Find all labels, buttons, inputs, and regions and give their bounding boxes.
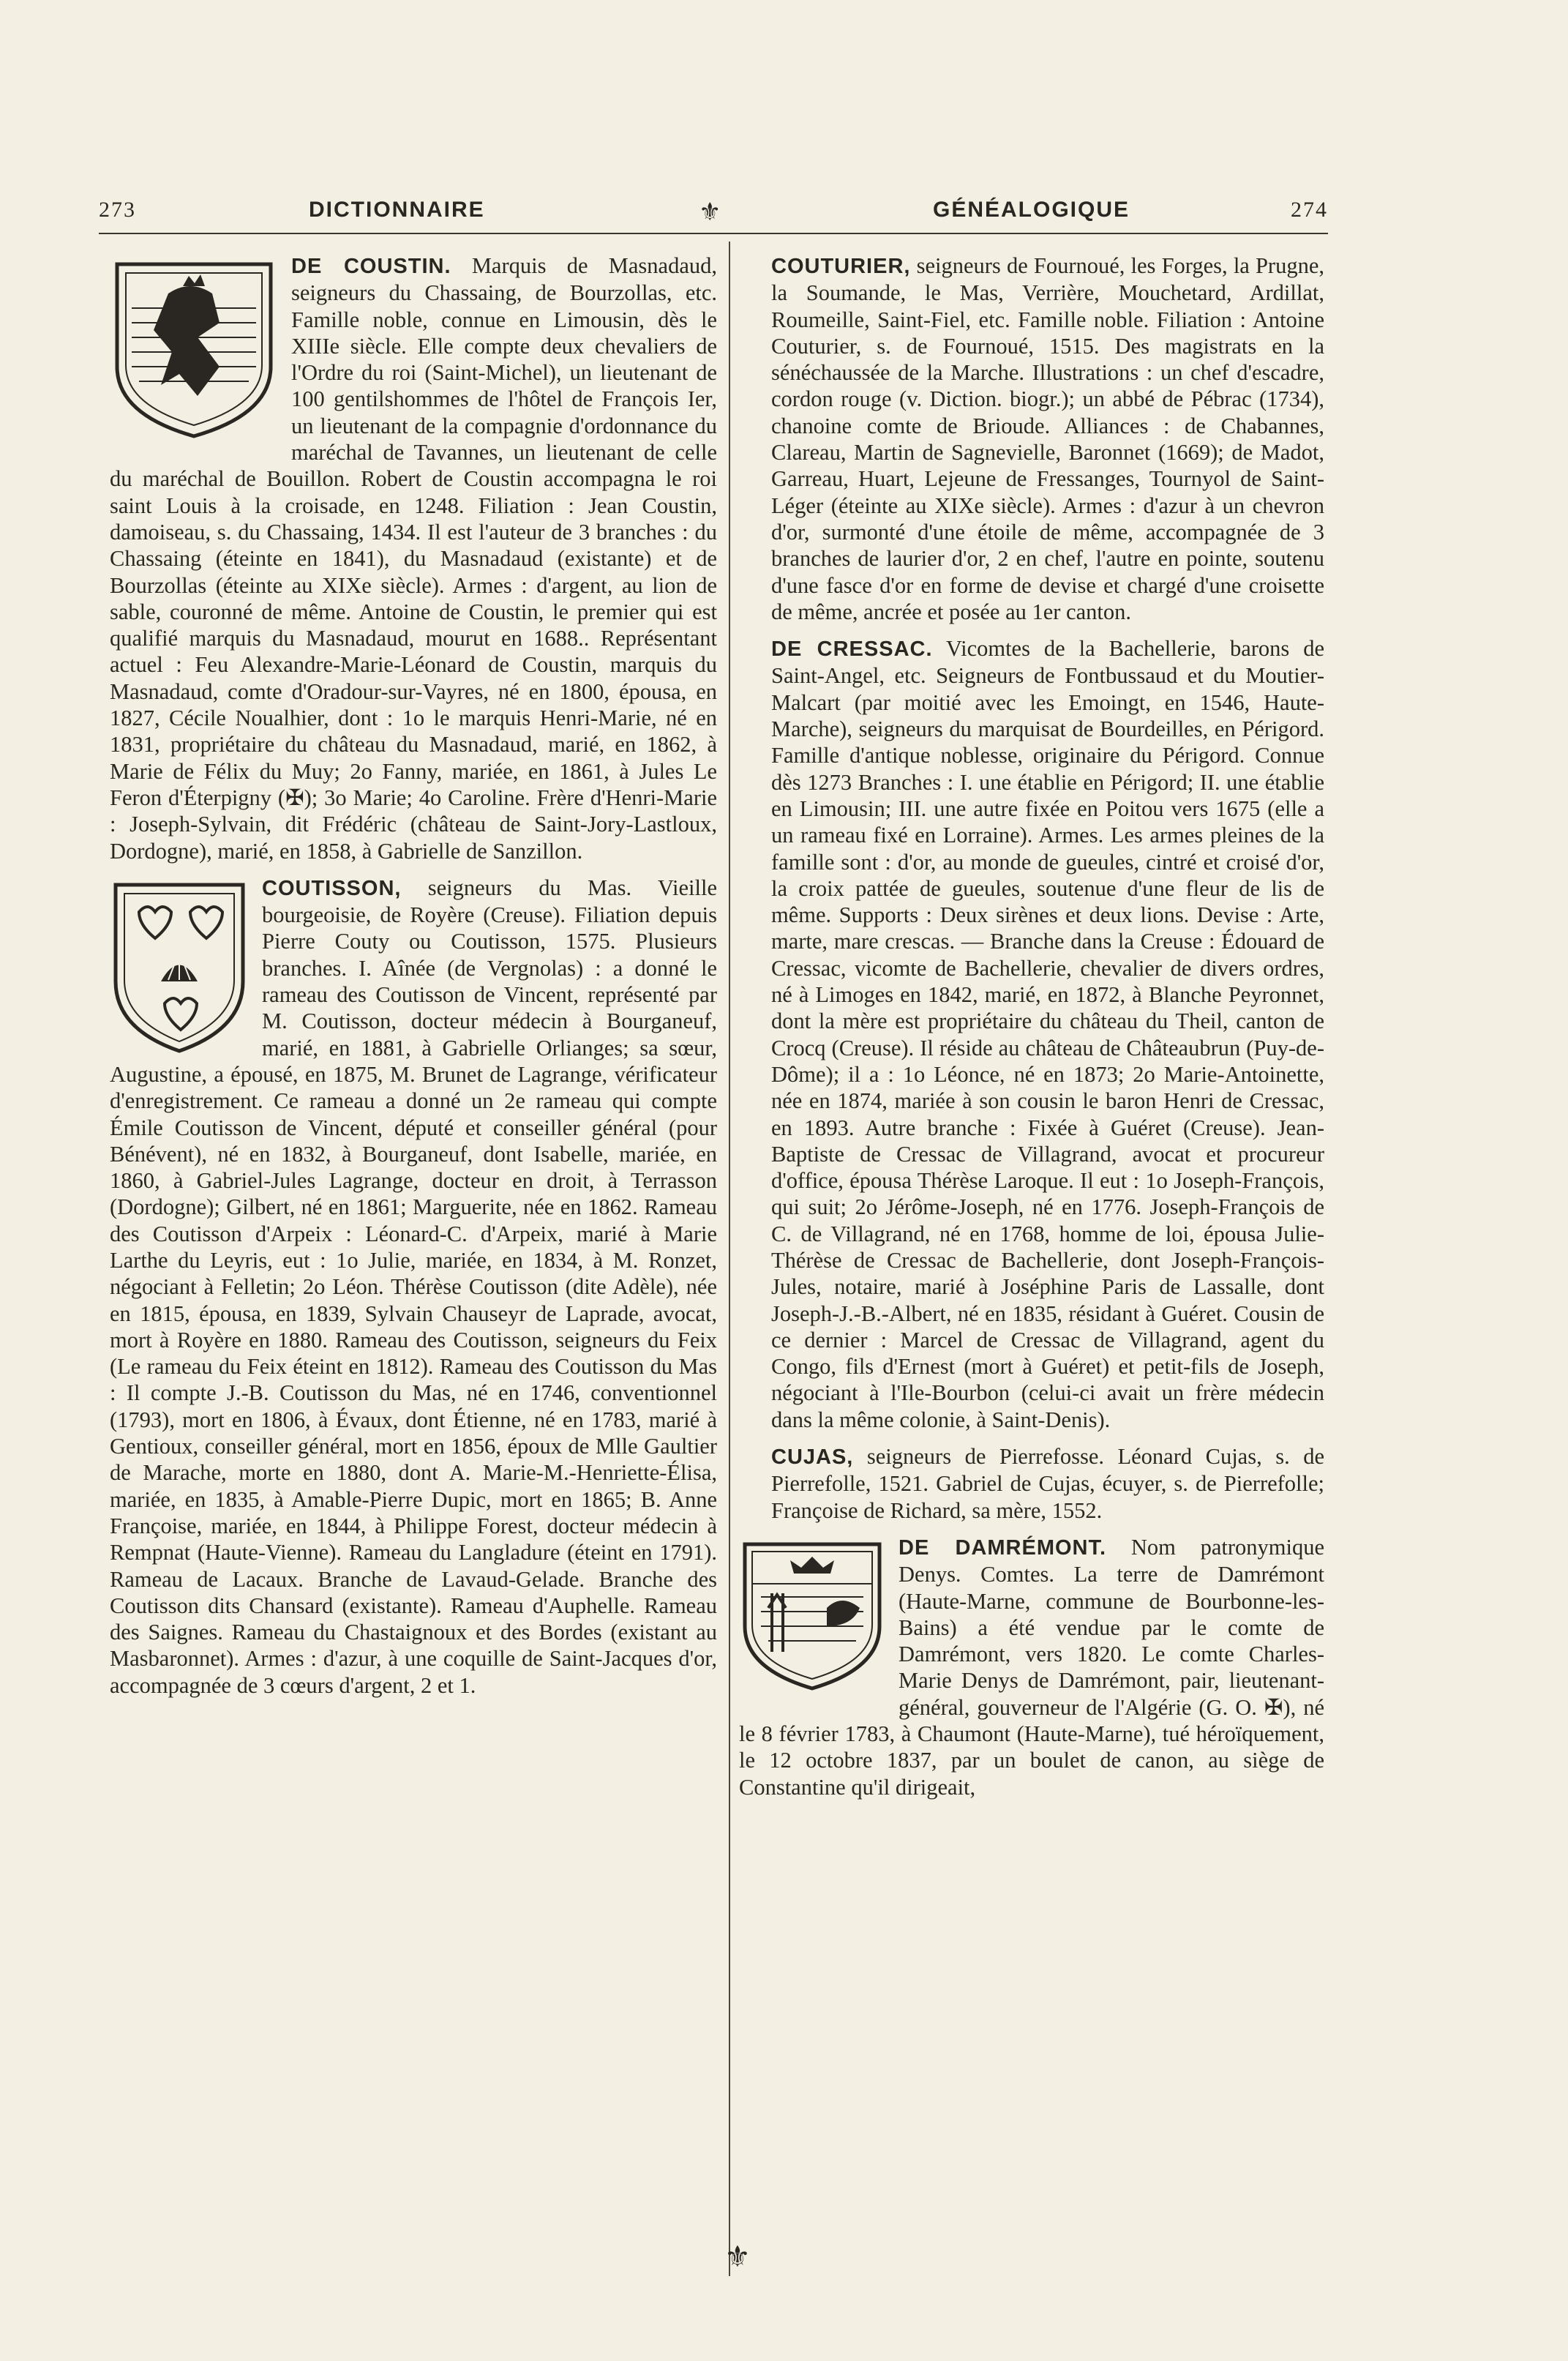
entry-name-cujas: CUJAS, bbox=[771, 1445, 854, 1470]
entry-coustin bbox=[110, 252, 717, 864]
shell-and-hearts-shield-icon bbox=[110, 879, 249, 1055]
entry-text-damremont: Nom patronymique Denys. Comtes. La terre de Damrémont (Haute-Marne, commune de Bourbonne-les-Bains) a été vendue par le comte de Damrémont, vers 1820. Le comte Charles-Marie Denys de Damrémont, pair, lieutenant-général, gouverneur de l'Algérie (G. O. ✠), né le 8 février 1783, à Chaumont (Haute-Marne), tué héroïquement, le 12 octobre 1837, par un boulet de canon, au siège de Constantine qu'il dirigeait, bbox=[739, 1534, 1325, 1800]
entry-text-couturier: seigneurs de Fournoué, les Forges, la Prugne, la Soumande, le Mas, Verrière, Mouchetard, Ardillat, Roumeille, Saint-Fiel, etc. Famille noble. Filiation : Antoine Couturier, s. de Fournoué, 1515. Des magistrats en la sénéchaussée de la Marche. Illustrations : un chef d'escadre, cordon rouge (v. Diction. biogr.); un abbé de Pébrac (1734), chanoine comte de Brioude. Alliances : de Chabannes, Clareau, Martin de Sagnevielle, Baronnet (1669); de Madot, Garreau, Huart, Lejeune de Fressanges, Tournyol de Saint-Léger (éteinte au XIXe siècle). Armes : d'azur à un chevron d'or, surmonté d'une étoile de même, accompagnée de 3 branches de laurier d'or, 2 en chef, l'autre en pointe, soutenu d'une fasce d'or en forme de devise et chargé d'une croisette de même, ancrée et posée au 1er canton. bbox=[771, 253, 1325, 624]
right-running-title: GÉNÉALOGIQUE bbox=[933, 198, 1130, 222]
entry-cujas bbox=[739, 1443, 1324, 1524]
entry-name-cressac: DE CRESSAC. bbox=[771, 637, 933, 662]
page-header bbox=[99, 198, 1328, 233]
header-rule bbox=[99, 233, 1328, 234]
right-page-number: 274 bbox=[1291, 198, 1328, 222]
entry-text-cujas: seigneurs de Pierrefosse. Léonard Cujas, s. de Pierrefolle, 1521. Gabriel de Cujas, écuyer, s. de Pierrefolle; Françoise de Richard, sa mère, 1552. bbox=[771, 1444, 1325, 1523]
left-column bbox=[110, 252, 717, 1709]
entry-cressac bbox=[739, 635, 1324, 1433]
crown-and-arms-shield-icon bbox=[739, 1538, 885, 1692]
column-divider bbox=[729, 242, 730, 2276]
entry-name-coustin: DE COUSTIN. bbox=[291, 255, 451, 278]
entry-name-couturier: COUTURIER, bbox=[771, 255, 911, 278]
entry-text-cressac: Vicomtes de la Bachellerie, barons de Saint-Angel, etc. Seigneurs de Fontbussaud et du Moutier-Malcart (par moitié avec les Emoingt, en 1546, Haute-Marche), seigneurs du marquisat de Bourdeilles, en Périgord. Famille d'antique noblesse, originaire du Périgord. Connue dès 1273 Branches : I. une établie en Périgord; II. une établie en Limousin; III. une autre fixée en Poitou vers 1675 (elle a un rameau fixé en Lorraine). Armes. Les armes pleines de la famille sont : d'or, au monde de gueules, cintré et croisé d'or, la croix pattée de gueules, soutenue d'une fleur de lis de même. Supports : Deux sirènes et deux lions. Devise : Arte, marte, mare crescas. — Branche dans la Creuse : Édouard de Cressac, vicomte de Bachellerie, chevalier de divers ordres, né à Limoges en 1842, marié, en 1872, à Blanche Peyronnet, dont la mère est propriétaire du château du Theil, canton de Crocq (Creuse). Il réside au château de Châteaubrun (Puy-de-Dôme); il a : 1o Léonce, né en 1873; 2o Marie-Antoinette, née en 1874, mariée à son cousin le baron Henri de Cressac, en 1893. Autre branche : Fixée à Guéret (Creuse). Jean-Baptiste de Cressac de Villagrand, avocat et procureur d'office, épousa Thérèse Laroque. Il eut : 1o Joseph-François, qui suit; 2o Jérôme-Joseph, né en 1776. Joseph-François de C. de Villagrand, né en 1768, homme de loi, épousa Julie-Thérèse de Cressac de Bachellerie, dont Joseph-François-Jules, notaire, marié à Joséphine Paris de Lassalle, dont Joseph-J.-B.-Albert, né en 1835, résidant à Guéret. Cousin de ce dernier : Marcel de Cressac de Villagrand, agent du Congo, fils d'Ernest (mort à Guéret) et petit-fils de Joseph, négociant à l'Ile-Bourbon (celui-ci avait un frère médecin dans la même colonie, à Saint-Denis). bbox=[771, 636, 1325, 1432]
left-running-title: DICTIONNAIRE bbox=[309, 198, 485, 222]
entry-text-coustin: Marquis de Masnadaud, seigneurs du Chassaing, de Bourzollas, etc. Famille noble, connue en Limousin, dès le XIIIe siècle. Elle compte deux chevaliers de l'Ordre du roi (Saint-Michel), un lieutenant de 100 gentilshommes de l'hôtel de François Ier, un lieutenant de la compagnie d'ordonnance du maréchal de Tavannes, un lieutenant de celle du maréchal de Bouillon. Robert de Coustin accompagna le roi saint Louis à la croisade, en 1248. Filiation : Jean Coustin, damoiseau, s. du Chassaing, 1434. Il est l'auteur de 3 branches : du Chassaing (éteinte en 1841), du Masnadaud (existante) et de Bourzollas (éteinte au XIXe siècle). Armes : d'argent, au lion de sable, couronné de même. Antoine de Coustin, le premier qui est qualifié marquis du Masnadaud, mourut en 1688.. Représentant actuel : Feu Alexandre-Marie-Léonard de Coustin, marquis du Masnadaud, comte d'Oradour-sur-Vayres, né en 1800, épousa, en 1827, Cécile Noualhier, dont : 1o le marquis Henri-Marie, né en 1831, propriétaire du château du Masnadaud, marié, en 1862, à Marie de Félix du Muy; 2o Fanny, mariée, en 1861, à Jules Le Feron d'Éterpigny (✠); 3o Marie; 4o Caroline. Frère d'Henri-Marie : Joseph-Sylvain, dit Frédéric (château de Saint-Jory-Lastloux, Dordogne), marié, en 1858, à Gabrielle de Sanzillon. bbox=[110, 253, 718, 864]
entry-name-coutisson: COUTISSON, bbox=[262, 876, 402, 900]
bottom-ornament-icon: ⚜ bbox=[724, 2240, 751, 2273]
fleur-de-lis-icon: ⚜ bbox=[699, 198, 723, 226]
lion-rampant-shield-icon bbox=[110, 257, 278, 440]
right-column bbox=[739, 252, 1324, 1811]
left-page-number: 273 bbox=[99, 198, 136, 222]
entry-damremont bbox=[739, 1534, 1324, 1800]
entry-name-damremont: DE DAMRÉMONT. bbox=[899, 1535, 1107, 1560]
entry-text-coutisson: seigneurs du Mas. Vieille bourgeoisie, de Royère (Creuse). Filiation depuis Pierre Couty ou Coutisson, 1575. Plusieurs branches. I. Aînée (de Vergnolas) : a donné le rameau des Coutisson de Vincent, représenté par M. Coutisson, docteur médecin à Bourganeuf, marié, en 1881, à Gabrielle Orlianges; sa sœur, Augustine, a épousé, en 1875, M. Brunet de Lagrange, vérificateur d'enregistrement. Ce rameau a donné un 2e rameau qui compte Émile Coutisson de Vincent, député et conseiller général (pour Bénévent), né en 1832, à Bourganeuf, dont Isabelle, mariée, en 1860, à Gabriel-Jules Lagrange, docteur en droit, à Terrasson (Dordogne); Gilbert, né en 1861; Marguerite, née en 1862. Rameau des Coutisson d'Arpeix : Léonard-C. d'Arpeix, marié à Marie Larthe du Leyris, eut : 1o Julie, mariée, en 1834, à M. Ronzet, négociant à Felletin; 2o Léon. Thérèse Coutisson (dite Adèle), née en 1815, épousa, en 1839, Sylvain Chauseyr de Laprade, avocat, mort à Royère en 1880. Rameau des Coutisson, seigneurs du Feix (Le rameau du Feix éteint en 1812). Rameau des Coutisson du Mas : Il compte J.-B. Coutisson du Mas, né en 1746, conventionnel (1793), mort en 1806, à Évaux, dont Étienne, né en 1783, marié à Gentioux, conseiller général, mort en 1856, époux de Mlle Gaultier de Marache, morte en 1880, dont A. Marie-M.-Henriette-Élisa, mariée, en 1835, à Amable-Pierre Dupic, mort en 1865; B. Anne Françoise, mariée, en 1844, à Philippe Forest, docteur médecin à Rempnat (Haute-Vienne). Rameau du Langladure (éteint en 1791). Rameau de Lacaux. Branche de Lavaud-Gelade. Branche des Coutisson dits Chansard (existante). Rameau d'Auphelle. Rameau des Saignes. Rameau du Chastaignoux et des Bordes (existant au Masbaronnet). Armes : d'azur, à une coquille de Saint-Jacques d'or, accompagnée de 3 cœurs d'argent, 2 et 1. bbox=[110, 875, 717, 1698]
entry-coutisson bbox=[110, 875, 717, 1699]
entry-couturier bbox=[739, 252, 1324, 625]
